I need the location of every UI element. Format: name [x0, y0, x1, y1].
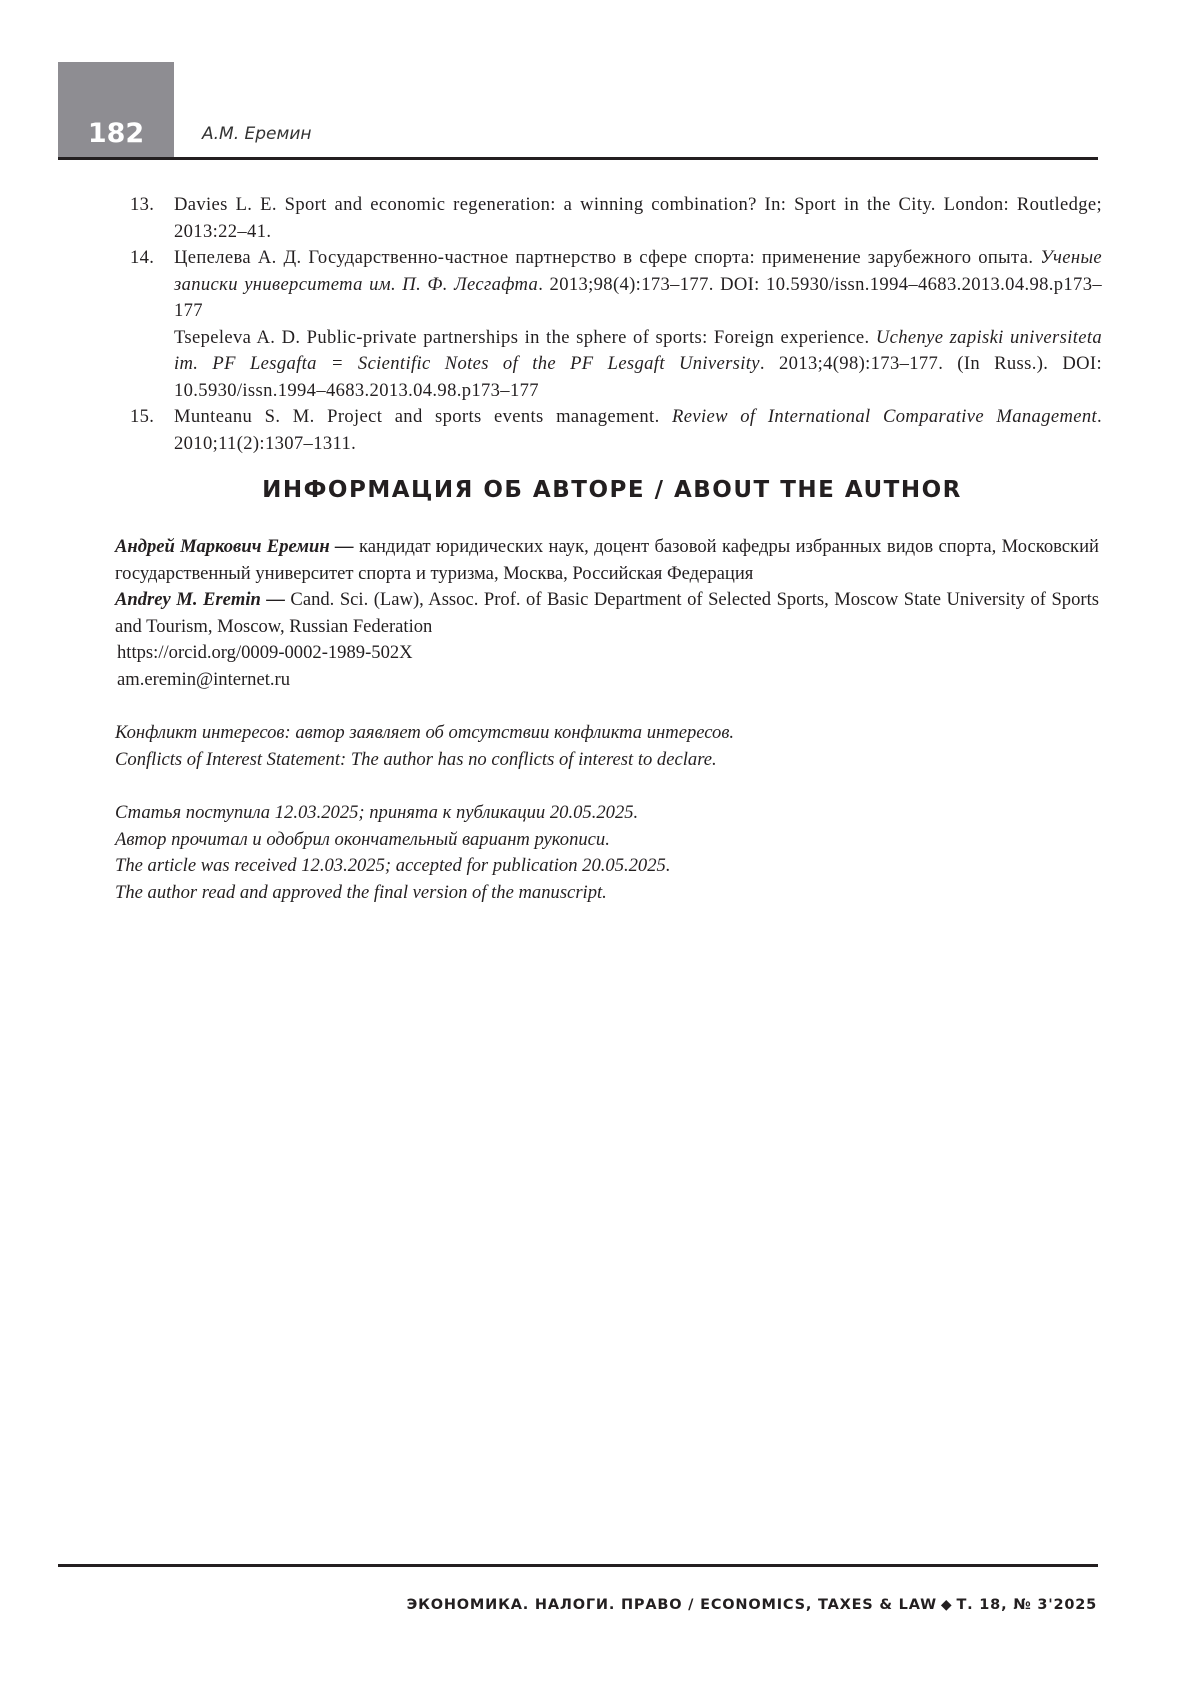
- journal-issue: Т. 18, № 3'2025: [956, 1597, 1097, 1613]
- reference-text: Munteanu S. M. Project and sports events management.: [174, 406, 673, 427]
- reference-number: 14.: [130, 247, 155, 268]
- running-head: А.М. Еремин: [202, 124, 312, 144]
- footer-rule: [58, 1564, 1098, 1567]
- reference-text-end: . 2010;11(2):1307–1311.: [174, 406, 1102, 454]
- received-ru: Статья поступила 12.03.2025; принята к публикации 20.05.2025.: [115, 802, 639, 823]
- conflict-ru: Конфликт интересов: автор заявляет об отсутствии конфликта интересов.: [115, 722, 735, 743]
- author-name-en: Andrey M. Eremin —: [115, 589, 285, 610]
- reference-journal: Review of International Comparative Management: [672, 406, 1097, 427]
- conflict-en: Conflicts of Interest Statement: The author has no conflicts of interest to declare.: [115, 748, 717, 770]
- journal-footer: [407, 1597, 1097, 1613]
- author-ru: [115, 534, 1099, 587]
- conflict-statement: [115, 720, 1099, 773]
- approved-ru: Автор прочитал и одобрил окончательный вариант рукописи.: [115, 828, 610, 850]
- reference-text-en: Tsepeleva A. D. Public-private partnerships in the sphere of sports: Foreign experience.: [174, 326, 876, 348]
- approved-en: The author read and approved the final version of the manuscript.: [115, 881, 607, 903]
- author-name-ru: Андрей Маркович Еремин —: [115, 536, 354, 557]
- section-title: ИНФОРМАЦИЯ ОБ АВТОРЕ / ABOUT THE AUTHOR: [262, 477, 962, 503]
- author-orcid[interactable]: https://orcid.org/0009-0002-1989-502X: [117, 642, 413, 663]
- author-en: [115, 587, 1099, 640]
- page-number: 182: [87, 118, 145, 149]
- reference-number: 15.: [130, 406, 155, 427]
- author-desc-en: Cand. Sci. (Law), Assoc. Prof. of Basic Department of Selected Sports, Moscow State University of Sports and Tourism, Moscow, Russian Federation: [115, 589, 1099, 637]
- reference-journal-en: Uchenye zapiski universiteta im. PF Lesgafta = Scientific Notes of the PF Lesgaft University: [174, 326, 1102, 374]
- reference-item: [118, 404, 1102, 457]
- diamond-separator-icon: ◆: [940, 1597, 953, 1613]
- reference-text: Davies L. E. Sport and economic regeneration: a winning combination? In: Sport in the City. London: Routledge; 2013:22–41.: [174, 194, 1102, 242]
- journal-title: ЭКОНОМИКА. НАЛОГИ. ПРАВО / ECONOMICS, TAXES & LAW: [406, 1597, 937, 1613]
- reference-item: [118, 192, 1102, 245]
- received-en: The article was received 12.03.2025; accepted for publication 20.05.2025.: [115, 855, 671, 876]
- reference-list: [118, 192, 1102, 457]
- header-rule: [58, 157, 1098, 160]
- reference-item: [118, 245, 1102, 404]
- reference-text-en-end: . 2013;4(98):173–177. (In Russ.). DOI: 10.5930/issn.1994–4683.2013.04.98.p173–177: [174, 353, 1102, 401]
- reference-journal-ru: Ученые записки университета им. П. Ф. Лесгафта: [174, 247, 1102, 295]
- reference-text-ru-end: . 2013;98(4):173–177. DOI: 10.5930/issn.1994–4683.2013.04.98.p173–177: [174, 273, 1103, 321]
- reference-text-ru: Цепелева А. Д. Государственно-частное партнерство в сфере спорта: применение зарубежного опыта.: [174, 247, 1041, 268]
- author-info: [115, 534, 1099, 693]
- article-dates: [115, 800, 1099, 906]
- author-desc-ru: кандидат юридических наук, доцент базовой кафедры избранных видов спорта, Московский государственный университет спорта и туризма, Москва, Российская Федерация: [115, 536, 1099, 584]
- author-email[interactable]: am.eremin@internet.ru: [117, 668, 291, 690]
- reference-number: 13.: [130, 194, 155, 215]
